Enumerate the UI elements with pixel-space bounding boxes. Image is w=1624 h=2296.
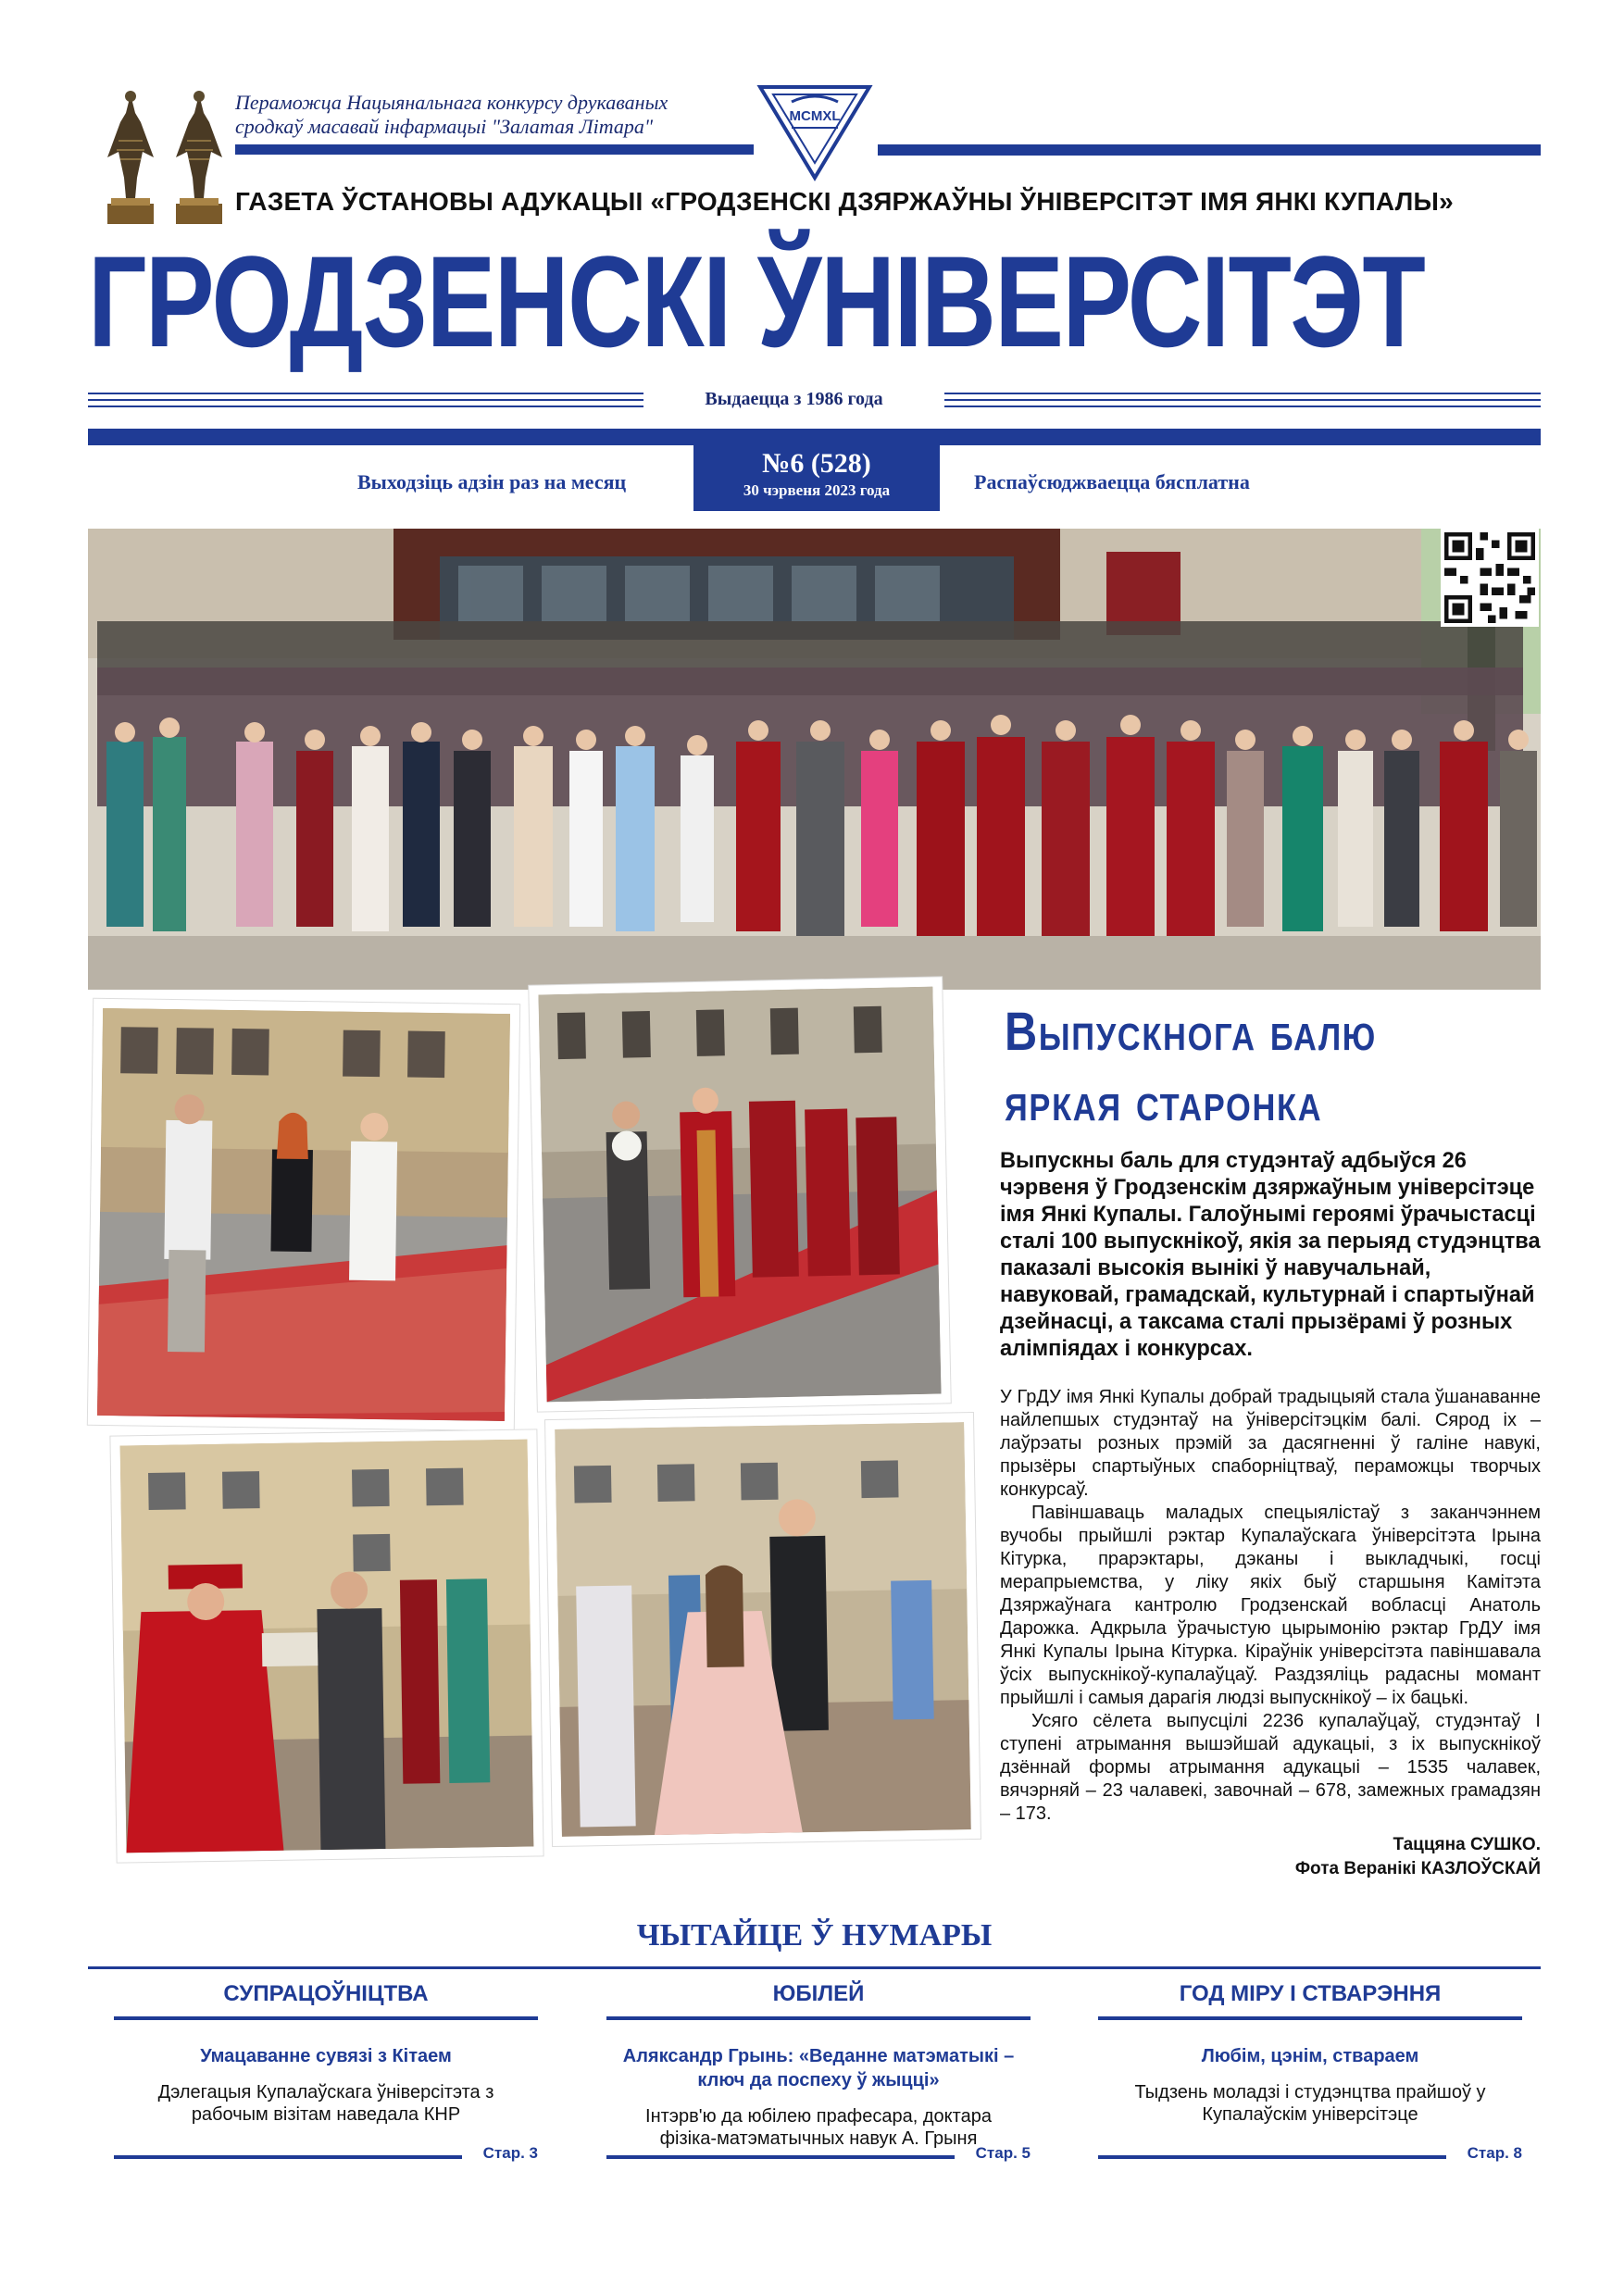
distribution-note: Распаўсюджваецца бясплатна — [974, 470, 1250, 493]
logo-text: MCMXL — [789, 108, 841, 124]
teaser-page-ref[interactable]: Стар. 8 — [1467, 2144, 1522, 2162]
teaser-footer — [606, 2144, 1031, 2165]
header-rule-left — [235, 144, 754, 155]
teaser-rubric: ГОД МІРУ І СТВАРЭННЯ — [1098, 1976, 1522, 2020]
article-headline-line-1: Выпускнога балю — [1005, 1002, 1378, 1062]
teaser-column[interactable] — [606, 1976, 1031, 2150]
teaser-description: Інтэрв'ю да юбілею прафесара, доктара фізіка-матэматычных навук А. Грыня — [645, 2106, 992, 2149]
photo-rectors-procession — [529, 977, 951, 1411]
teaser-rubric: ЮБІЛЕЙ — [606, 1976, 1031, 2020]
article-headline — [1005, 997, 1464, 1138]
teaser-description: Тыдзень моладзі і студэнцтва прайшоў у Купалаўскім універсітэце — [1134, 2082, 1486, 2125]
award-winner-line-1: Пераможца Нацыянальнага конкурсу друкаваных — [235, 91, 668, 114]
qr-code-icon[interactable] — [1441, 529, 1539, 627]
teaser-footer-rule — [606, 2155, 955, 2159]
teaser-rubric: СУПРАЦОЎНІЦТВА — [114, 1976, 538, 2020]
teaser-footer-rule — [114, 2155, 462, 2159]
photo-diploma-presentation — [110, 1429, 543, 1862]
photo-graduation-dance — [545, 1413, 981, 1846]
article-credits — [1065, 1833, 1541, 1881]
article-lead: Выпускны баль для студэнтаў адбыўся 26 чэрвеня ў Гродзенскім дзяржаўным універсітэце імя Янкі Купалы. Галоўнымі героямі ўрачыстасці сталі 100 выпускнікоў, якія за перыяд студэнцтва паказалі высокія вынікі ў навучальнай, навуковай, грамадскай, культурнай і спартыўнай дзейнасці, а таксама сталі прызёрамі ў розных алімпіядах і конкурсах. — [1000, 1149, 1541, 1361]
teaser-title[interactable]: Аляксандр Грынь: «Веданне матэматыкі – ключ да поспеху ў жыцці» — [622, 2046, 1015, 2090]
decorative-lines-right — [944, 393, 1541, 413]
teaser-title[interactable]: Умацаванне сувязі з Кітаем — [200, 2046, 452, 2066]
newspaper-subtitle: ГАЗЕТА ЎСТАНОВЫ АДУКАЦЫІ «ГРОДЗЕНСКІ ДЗЯРЖАЎНЫ ЎНІВЕРСІТЭТ ІМЯ ЯНКІ КУПАЛЫ» — [235, 187, 1454, 216]
article-author: Таццяна СУШКО. — [1393, 1835, 1541, 1854]
golden-letter-award-icon — [98, 85, 163, 226]
teaser-page-ref[interactable]: Стар. 3 — [482, 2144, 538, 2162]
teaser-title[interactable]: Любім, цэнім, ствараем — [1201, 2046, 1419, 2066]
issue-box — [693, 435, 940, 511]
teaser-column[interactable] — [114, 1976, 538, 2126]
teaser-footer — [1098, 2144, 1522, 2165]
photo-graduates-walking — [88, 999, 519, 1430]
header-rule-right — [878, 144, 1541, 156]
teaser-description: Дэлегацыя Купалаўскага ўніверсітэта з рабочым візітам наведала КНР — [157, 2082, 494, 2125]
article-paragraph: Павіншаваць маладых спецыялістаў з заканчэннем вучобы прыйшлі рэктар Купалаўскага ўніверсітэта Ірына Кітурка, прарэктары, дэканы і выкладчыкі, госці мерапрыемства, у ліку якіх быў старшыня Камітэта Дзяржаўнага кантролю Гродзенскай вобласці Анатоль Дарожка. Адкрыла ўрачыстую цырымонію рэктар ГрДУ імя Янкі Купалы Ірына Кітурка. Кіраўнік універсітэта павіншавала ўсіх выпускнікоў-купалаўцаў. Раздзяліць радасны момант прыйшлі і самыя дарагія людзі выпускнікоў – іх бацькі. — [1000, 1503, 1541, 1708]
article-body — [1000, 1386, 1541, 1826]
article-paragraph: У ГрДУ імя Янкі Купалы добрай традыцыяй стала ўшанаванне найлепшых студэнтаў на ўніверсітэцкім балі. Сярод іх – лаўрэаты розных прэмій за дасягненні ў галіне навукі, прызёры спартыўных спаборніцтваў, пераможцы творчых конкурсаў. — [1000, 1387, 1541, 1500]
article-paragraph: Усяго сёлета выпусцілі 2236 купалаўцаў, студэнтаў І ступені атрымання вышэйшай адукацыі, з іх выпускнікоў дзённай формы атрымання адукацыі – 1535 чалавек, вячэрняй – 23 чалавекі, завочнай – 678, замежных грамадзян – 173. — [1000, 1711, 1541, 1824]
university-logo — [755, 81, 875, 183]
award-winner-line-2: сродкаў масавай інфармацыі "Залатая Літара" — [235, 115, 654, 138]
publication-frequency: Выходзіць адзін раз на месяц — [357, 470, 627, 493]
issue-number: №6 (528) — [762, 448, 871, 479]
photo-credit: Фота Веранікі КАЗЛОЎСКАЙ — [1294, 1859, 1541, 1878]
teaser-footer-rule — [1098, 2155, 1446, 2159]
golden-letter-award-icon — [167, 85, 231, 226]
teaser-footer — [114, 2144, 538, 2165]
in-this-issue-heading: ЧЫТАЙЦЕ Ў НУМАРЫ — [636, 1918, 993, 1953]
in-this-issue-rule — [88, 1966, 1541, 1969]
teaser-page-ref[interactable]: Стар. 5 — [975, 2144, 1031, 2162]
teaser-column[interactable] — [1098, 1976, 1522, 2126]
published-since: Выдаецца з 1986 года — [705, 389, 883, 409]
award-winner-note — [235, 91, 754, 139]
issue-date: 30 чэрвеня 2023 года — [743, 481, 891, 499]
article-headline-line-2: яркая старонка — [1005, 1072, 1323, 1132]
main-group-photo — [88, 529, 1541, 990]
newspaper-masthead: ГРОДЗЕНСКІ ЎНІВЕРСІТЭТ — [88, 229, 1425, 374]
decorative-lines-left — [88, 393, 643, 413]
